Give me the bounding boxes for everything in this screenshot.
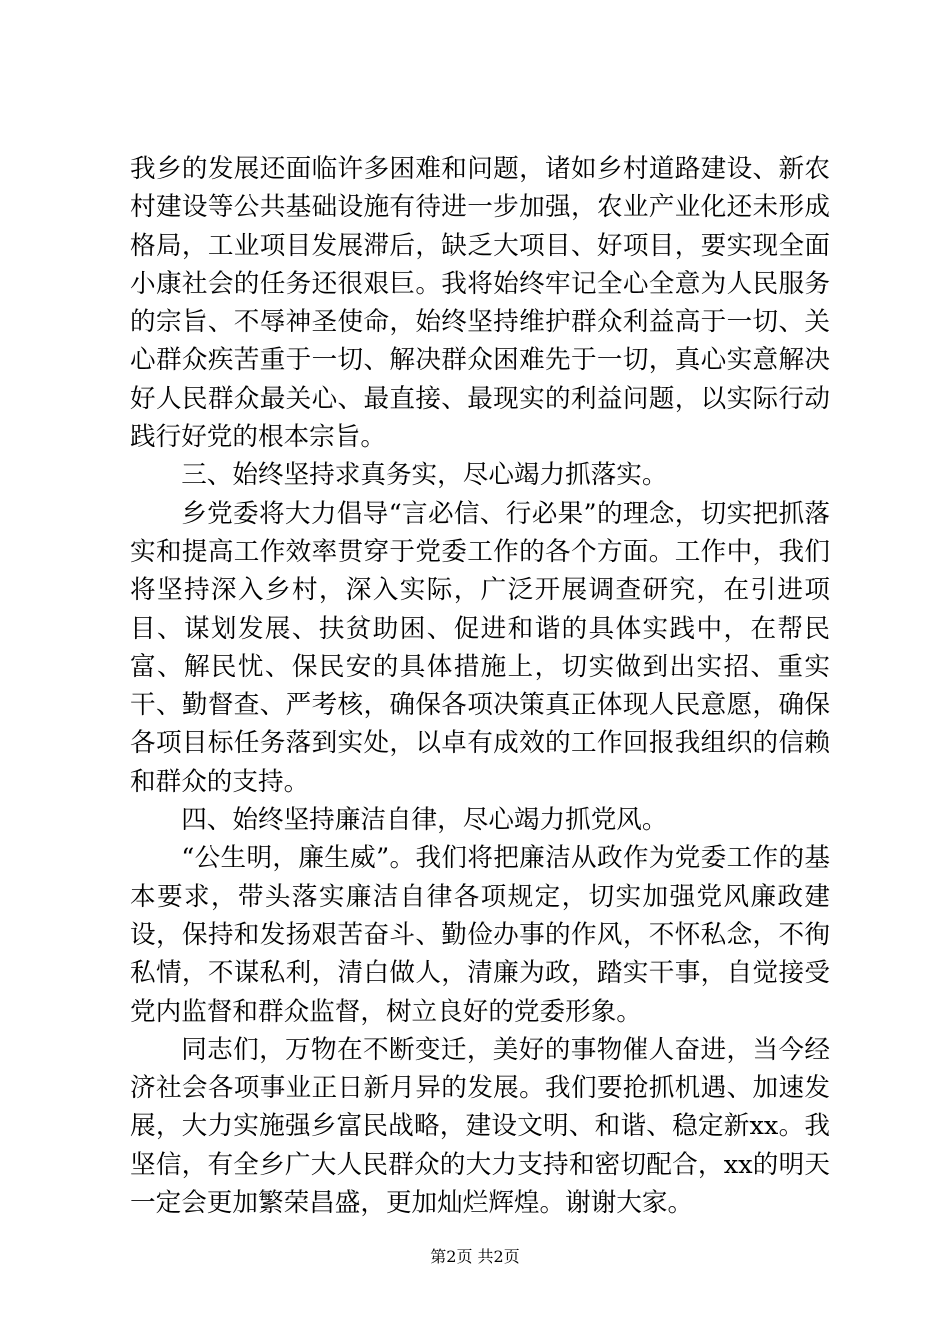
paragraph-closing: 同志们，万物在不断变迁，美好的事物催人奋进，当今经济社会各项事业正日新月异的发展。我们要抢抓机遇、加速发展，大力实施强乡富民战略，建设文明、和谐、稳定新xx。我坚信，有全乡广大人民群众的大力支持和密切配合，xx的明天一定会更加繁荣昌盛，更加灿烂辉煌。谢谢大家。 xyxy=(130,1034,830,1219)
section-heading-four: 四、始终坚持廉洁自律，尽心竭力抓党风。 xyxy=(181,805,668,836)
page-number-footer: 第2页 共2页 xyxy=(430,1247,520,1266)
section-heading-three: 三、始终坚持求真务实，尽心竭力抓落实。 xyxy=(181,460,668,491)
paragraph-continuation: 我乡的发展还面临许多困难和问题，诸如乡村道路建设、新农村建设等公共基础设施有待进一步加强，农业产业化还未形成格局，工业项目发展滞后，缺乏大项目、好项目，要实现全面小康社会的任务还很艰巨。我将始终牢记全心全意为人民服务的宗旨、不辱神圣使命，始终坚持维护群众利益高于一切、关心群众疾苦重于一切、解决群众困难先于一切，真心实意解决好人民群众最关心、最直接、最现实的利益问题，以实际行动践行好党的根本宗旨。 xyxy=(130,154,830,453)
paragraph-section-three: 乡党委将大力倡导“言必信、行必果”的理念，切实把抓落实和提高工作效率贯穿于党委工作的各个方面。工作中，我们将坚持深入乡村，深入实际，广泛开展调查研究，在引进项目、谋划发展、扶贫助困、促进和谐的具体实践中，在帮民富、解民忧、保民安的具体措施上，切实做到出实招、重实干、勤督查、严考核，确保各项决策真正体现人民意愿，确保各项目标任务落到实处，以卓有成效的工作回报我组织的信赖和群众的支持。 xyxy=(130,498,830,797)
paragraph-section-four: “公生明，廉生威”。我们将把廉洁从政作为党委工作的基本要求，带头落实廉洁自律各项规定，切实加强党风廉政建设，保持和发扬艰苦奋斗、勤俭办事的作风，不怀私念，不徇私情，不谋私利，清白做人，清廉为政，踏实干事，自觉接受党内监督和群众监督，树立良好的党委形象。 xyxy=(130,843,830,1027)
document-body xyxy=(130,150,830,1222)
